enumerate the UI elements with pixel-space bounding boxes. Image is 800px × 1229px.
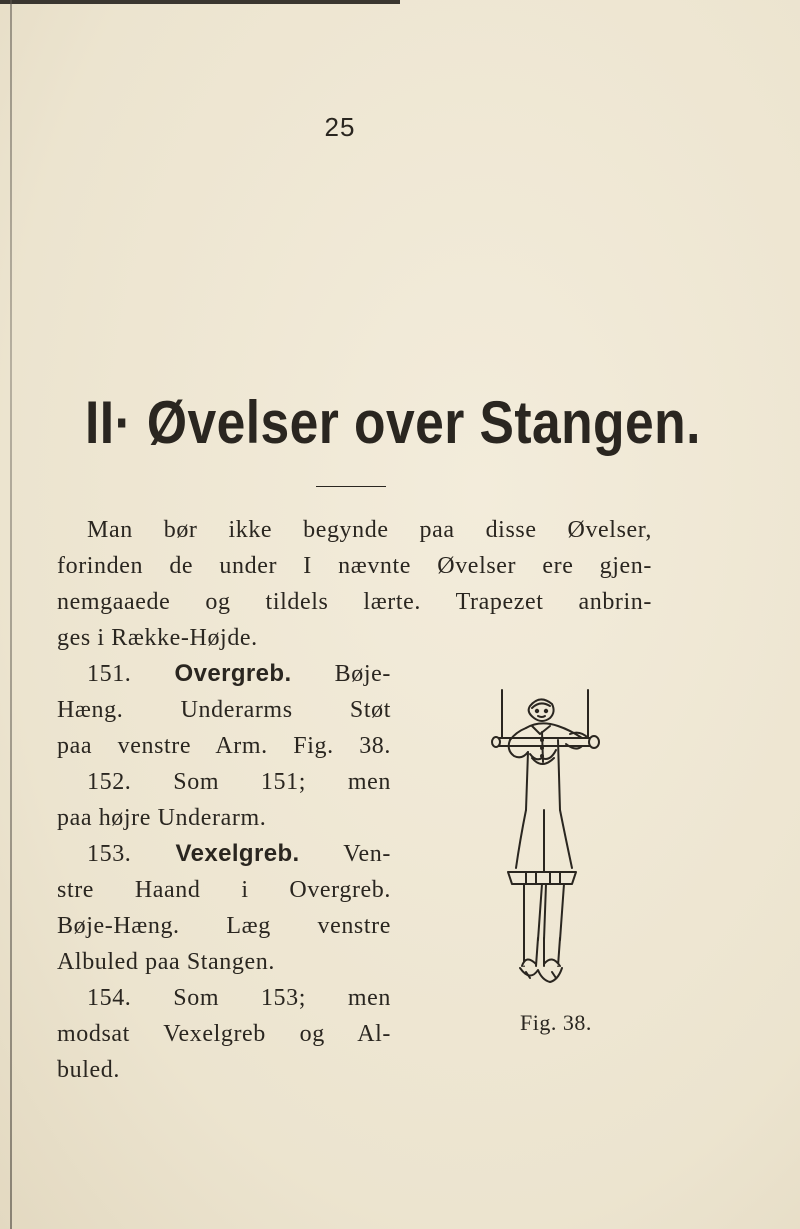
exercise-text: Som 153; men xyxy=(173,985,391,1011)
exercise-text: Albuled paa Stangen. xyxy=(57,949,275,975)
exercise-154-heading xyxy=(57,980,391,1016)
heading-divider xyxy=(316,486,386,487)
exercise-text: Som 151; men xyxy=(173,769,391,795)
exercise-text: Bøje-Hæng. Læg venstre xyxy=(57,913,391,939)
exercise-text: Bøje- xyxy=(334,661,391,687)
intro-line: ges i Række-Højde. xyxy=(57,625,258,651)
section-heading: II· Øvelser over Stangen. xyxy=(85,389,701,456)
exercise-151-heading xyxy=(57,656,391,692)
exercise-text: stre Haand i Overgreb. xyxy=(57,877,391,903)
exercise-152-heading xyxy=(57,764,391,800)
intro-line: forinden de under I nævnte Øvelser ere gjen- xyxy=(57,553,652,579)
intro-line: Man bør ikke begynde paa disse Øvelser, xyxy=(87,517,652,543)
exercise-number: 153. xyxy=(87,841,132,867)
page-number: 25 xyxy=(324,112,356,142)
exercise-title: Overgreb. xyxy=(174,660,292,687)
exercise-number: 154. xyxy=(87,985,132,1011)
exercise-text: paa venstre Arm. Fig. 38. xyxy=(57,733,391,759)
top-rule xyxy=(0,0,400,4)
exercise-number: 152. xyxy=(87,769,132,795)
gymnast-on-bar-illustration xyxy=(470,700,610,820)
intro-line: nemgaaede og tildels lærte. Trapezet anbrin- xyxy=(57,589,652,615)
page-edge xyxy=(10,0,12,1229)
exercise-list xyxy=(57,656,391,1088)
exercise-text: Hæng. Underarms Støt xyxy=(57,697,391,723)
figure-caption: Fig. 38. xyxy=(520,1010,592,1035)
exercise-text: Ven- xyxy=(343,841,391,867)
intro-paragraph xyxy=(57,512,652,656)
exercise-text: modsat Vexelgreb og Al- xyxy=(57,1021,391,1047)
exercise-text: buled. xyxy=(57,1057,120,1083)
exercise-title: Vexelgreb. xyxy=(175,840,300,867)
gymnast-feet xyxy=(470,940,610,1000)
exercise-text: paa højre Underarm. xyxy=(57,805,267,831)
gymnast-lower-body xyxy=(470,820,610,940)
exercise-number: 151. xyxy=(87,661,132,687)
exercise-153-heading xyxy=(57,836,391,872)
